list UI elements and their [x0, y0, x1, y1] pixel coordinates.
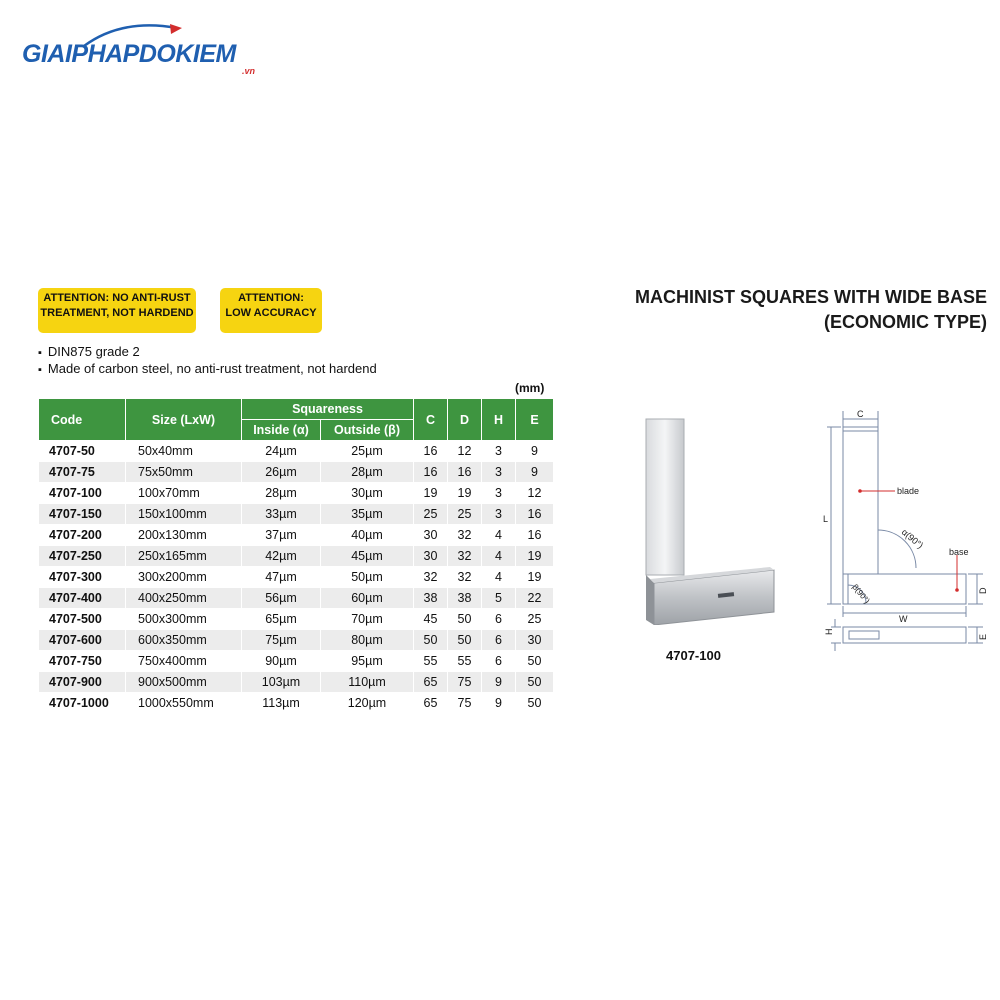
- cell-inside: 65µm: [242, 609, 321, 630]
- cell-size: 150x100mm: [126, 504, 242, 525]
- cell-e: 9: [516, 462, 554, 483]
- cell-outside: 110µm: [321, 672, 414, 693]
- table-row: [39, 609, 554, 630]
- table-row: [39, 693, 554, 714]
- cell-h: 3: [482, 441, 516, 462]
- cell-d: 38: [448, 588, 482, 609]
- cell-d: 16: [448, 462, 482, 483]
- cell-e: 50: [516, 651, 554, 672]
- cell-outside: 120µm: [321, 693, 414, 714]
- diagram-label-d: D: [978, 587, 988, 594]
- cell-code: 4707-50: [39, 441, 126, 462]
- cell-code: 4707-750: [39, 651, 126, 672]
- cell-outside: 45µm: [321, 546, 414, 567]
- cell-c: 65: [414, 672, 448, 693]
- cell-outside: 60µm: [321, 588, 414, 609]
- cell-c: 55: [414, 651, 448, 672]
- table-row: [39, 504, 554, 525]
- cell-code: 4707-75: [39, 462, 126, 483]
- cell-inside: 47µm: [242, 567, 321, 588]
- table-row: [39, 567, 554, 588]
- cell-size: 500x300mm: [126, 609, 242, 630]
- cell-c: 30: [414, 546, 448, 567]
- cell-inside: 37µm: [242, 525, 321, 546]
- product-photo: [640, 415, 780, 625]
- table-row: [39, 483, 554, 504]
- cell-size: 50x40mm: [126, 441, 242, 462]
- cell-c: 32: [414, 567, 448, 588]
- dimension-diagram: [815, 405, 1000, 655]
- cell-e: 22: [516, 588, 554, 609]
- cell-outside: 30µm: [321, 483, 414, 504]
- header-c: C: [414, 399, 448, 441]
- cell-code: 4707-100: [39, 483, 126, 504]
- attention-badge-rust: [38, 288, 196, 333]
- cell-h: 4: [482, 567, 516, 588]
- cell-h: 3: [482, 483, 516, 504]
- header-code: Code: [39, 399, 126, 441]
- diagram-label-beta: β(90°): [850, 582, 872, 606]
- cell-d: 75: [448, 672, 482, 693]
- table-row: [39, 462, 554, 483]
- cell-inside: 33µm: [242, 504, 321, 525]
- cell-e: 19: [516, 567, 554, 588]
- cell-h: 9: [482, 693, 516, 714]
- cell-outside: 80µm: [321, 630, 414, 651]
- cell-code: 4707-600: [39, 630, 126, 651]
- diagram-label-l: L: [823, 514, 829, 524]
- cell-e: 19: [516, 546, 554, 567]
- cell-d: 75: [448, 693, 482, 714]
- cell-e: 30: [516, 630, 554, 651]
- cell-d: 55: [448, 651, 482, 672]
- cell-c: 38: [414, 588, 448, 609]
- cell-outside: 35µm: [321, 504, 414, 525]
- diagram-label-w: W: [899, 614, 908, 624]
- diagram-label-alpha: α(90°): [899, 526, 926, 551]
- cell-code: 4707-500: [39, 609, 126, 630]
- cell-h: 3: [482, 462, 516, 483]
- diagram-label-base: base: [949, 547, 969, 557]
- cell-size: 1000x550mm: [126, 693, 242, 714]
- badge-line: TREATMENT, NOT HARDEND: [40, 307, 194, 319]
- cell-e: 9: [516, 441, 554, 462]
- feature-item: ▪ Made of carbon steel, no anti-rust treatment, not hardend: [38, 361, 377, 378]
- cell-size: 300x200mm: [126, 567, 242, 588]
- cell-code: 4707-150: [39, 504, 126, 525]
- cell-outside: 95µm: [321, 651, 414, 672]
- cell-code: 4707-300: [39, 567, 126, 588]
- feature-item: ▪ DIN875 grade 2: [38, 344, 377, 361]
- cell-h: 4: [482, 546, 516, 567]
- brand-logo: [22, 18, 292, 78]
- cell-d: 50: [448, 609, 482, 630]
- cell-c: 30: [414, 525, 448, 546]
- attention-badge-accuracy: [220, 288, 322, 333]
- page-title: [635, 285, 987, 335]
- cell-h: 4: [482, 525, 516, 546]
- cell-outside: 50µm: [321, 567, 414, 588]
- cell-code: 4707-200: [39, 525, 126, 546]
- cell-size: 400x250mm: [126, 588, 242, 609]
- unit-label: (mm): [515, 381, 545, 395]
- cell-outside: 70µm: [321, 609, 414, 630]
- cell-inside: 24µm: [242, 441, 321, 462]
- cell-e: 16: [516, 504, 554, 525]
- cell-inside: 103µm: [242, 672, 321, 693]
- cell-size: 75x50mm: [126, 462, 242, 483]
- table-row: [39, 651, 554, 672]
- diagram-label-h: H: [824, 628, 834, 635]
- spec-table: [38, 398, 554, 714]
- diagram-label-blade: blade: [897, 486, 920, 496]
- header-outside: Outside (β): [321, 420, 414, 441]
- title-line: (ECONOMIC TYPE): [823, 312, 987, 332]
- cell-inside: 28µm: [242, 483, 321, 504]
- cell-e: 25: [516, 609, 554, 630]
- logo-text: GIAIPHAPDOKIEM: [22, 40, 236, 68]
- cell-inside: 42µm: [242, 546, 321, 567]
- cell-size: 750x400mm: [126, 651, 242, 672]
- cell-code: 4707-1000: [39, 693, 126, 714]
- cell-inside: 75µm: [242, 630, 321, 651]
- cell-c: 19: [414, 483, 448, 504]
- cell-c: 65: [414, 693, 448, 714]
- cell-d: 19: [448, 483, 482, 504]
- cell-d: 32: [448, 567, 482, 588]
- header-size: Size (LxW): [126, 399, 242, 441]
- cell-d: 50: [448, 630, 482, 651]
- diagram-label-c: C: [857, 409, 864, 419]
- photo-caption: 4707-100: [666, 648, 721, 663]
- feature-list: [38, 344, 377, 378]
- cell-h: 6: [482, 630, 516, 651]
- cell-d: 25: [448, 504, 482, 525]
- cell-inside: 113µm: [242, 693, 321, 714]
- cell-h: 6: [482, 651, 516, 672]
- cell-e: 16: [516, 525, 554, 546]
- badge-line: LOW ACCURACY: [225, 307, 317, 319]
- cell-outside: 28µm: [321, 462, 414, 483]
- cell-size: 200x130mm: [126, 525, 242, 546]
- badge-line: ATTENTION: NO ANTI-RUST: [43, 292, 191, 304]
- cell-c: 50: [414, 630, 448, 651]
- cell-h: 3: [482, 504, 516, 525]
- cell-size: 100x70mm: [126, 483, 242, 504]
- cell-size: 900x500mm: [126, 672, 242, 693]
- cell-e: 50: [516, 693, 554, 714]
- cell-e: 12: [516, 483, 554, 504]
- cell-inside: 56µm: [242, 588, 321, 609]
- cell-code: 4707-400: [39, 588, 126, 609]
- cell-code: 4707-250: [39, 546, 126, 567]
- table-row: [39, 588, 554, 609]
- cell-c: 45: [414, 609, 448, 630]
- cell-c: 16: [414, 462, 448, 483]
- header-h: H: [482, 399, 516, 441]
- cell-inside: 90µm: [242, 651, 321, 672]
- cell-h: 5: [482, 588, 516, 609]
- cell-e: 50: [516, 672, 554, 693]
- table-row: [39, 441, 554, 462]
- table-row: [39, 630, 554, 651]
- cell-outside: 40µm: [321, 525, 414, 546]
- table-row: [39, 546, 554, 567]
- cell-h: 9: [482, 672, 516, 693]
- header-e: E: [516, 399, 554, 441]
- badge-line: ATTENTION:: [238, 292, 304, 304]
- cell-c: 25: [414, 504, 448, 525]
- cell-outside: 25µm: [321, 441, 414, 462]
- cell-d: 12: [448, 441, 482, 462]
- cell-h: 6: [482, 609, 516, 630]
- cell-code: 4707-900: [39, 672, 126, 693]
- cell-c: 16: [414, 441, 448, 462]
- header-d: D: [448, 399, 482, 441]
- header-inside: Inside (α): [242, 420, 321, 441]
- cell-d: 32: [448, 546, 482, 567]
- diagram-label-e: E: [978, 633, 988, 640]
- table-row: [39, 672, 554, 693]
- title-line: MACHINIST SQUARES WITH WIDE BASE: [634, 287, 987, 307]
- cell-d: 32: [448, 525, 482, 546]
- table-row: [39, 525, 554, 546]
- cell-size: 250x165mm: [126, 546, 242, 567]
- header-squareness: Squareness: [242, 399, 414, 420]
- cell-inside: 26µm: [242, 462, 321, 483]
- logo-domain: .vn: [242, 66, 256, 76]
- cell-size: 600x350mm: [126, 630, 242, 651]
